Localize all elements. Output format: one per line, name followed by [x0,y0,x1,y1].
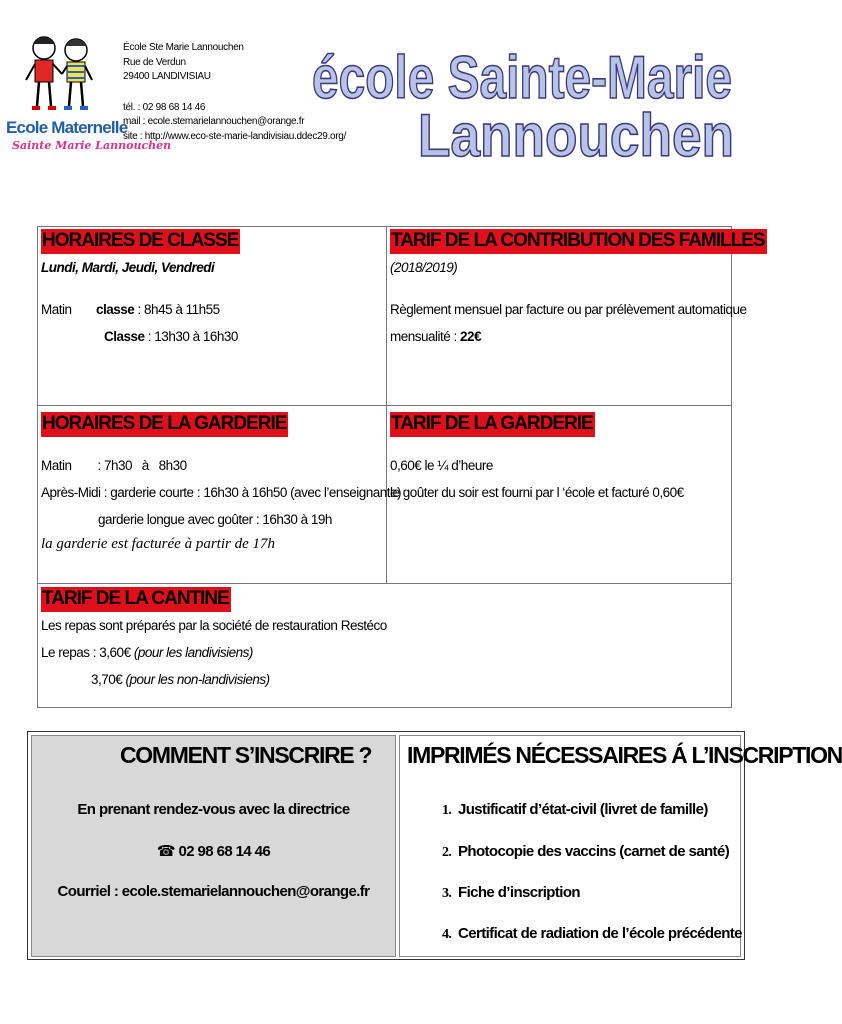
class-days: Lundi, Mardi, Jeudi, Vendredi [41,260,215,275]
monthly-fee: mensualité : 22€ [390,329,482,344]
website-line[interactable]: site : http://www.eco-ste-marie-landivisiau.ddec29.org/ [123,130,347,142]
tarif-garderie-title: TARIF DE LA GARDERIE [390,412,595,437]
inscription-phone[interactable]: ☎ 02 98 68 14 46 [156,843,271,860]
title-line-1: école Sainte-Marie [312,44,732,111]
class-afternoon: Classe : 13h30 à 16h30 [104,329,238,344]
inscription-box [27,731,842,960]
document-item: 2. Photocopie des vaccins (carnet de santé) [442,843,730,860]
appointment-text: En prenant rendez-vous avec la directrice [77,801,350,818]
school-name-title [308,40,738,169]
horaires-classe-cell [38,227,387,406]
children-illustration-icon [20,30,100,118]
logo-title: Ecole Maternelle [6,118,128,137]
garderie-morning: Matin : 7h30 à 8h30 [41,458,187,473]
garderie-afternoon: Après-Midi : garderie courte : 16h30 à 16h50 (avec l’enseignante) [41,485,401,500]
garderie-billing-note: la garderie est facturée à partir de 17h [41,536,275,552]
inscription-title: COMMENT S’INSCRIRE ? [120,742,372,768]
tarif-familles-cell [387,227,765,406]
payment-method: Règlement mensuel par facture ou par prélèvement automatique [390,302,747,317]
address-line: 29400 LANDIVISIAU [123,71,211,82]
email-line[interactable]: mail : ecole.stemarielannouchen@orange.fr [123,116,305,127]
logo-subtitle: Sainte Marie Lannouchen [12,139,172,152]
document-item: 4. Certificat de radiation de l’école précédente [442,925,742,942]
cantine-price-others: 3,70€ (pour les non-landivisiens) [91,672,270,687]
address-line: École Ste Marie Lannouchen [123,42,244,53]
tarif-cantine-cell [38,584,732,708]
required-documents-title: IMPRIMÉS NÉCESSAIRES Á L’INSCRIPTION [407,742,842,768]
cantine-price-landivisiens: Le repas : 3,60€ (pour les landivisiens) [41,645,253,660]
phone-line: tél. : 02 98 68 14 46 [123,101,206,113]
garderie-price: 0,60€ le ¼ d’heure [390,458,493,473]
phone-icon: ☎ [156,843,175,860]
document-item: 1. Justificatif d’état-civil (livret de famille) [442,801,708,818]
cantine-provider: Les repas sont préparés par la société de restauration Restéco [41,618,387,633]
document-item: 3. Fiche d’inscription [442,884,580,901]
address-line: Rue de Verdun [123,56,186,68]
tarif-garderie-cell [387,406,732,584]
garderie-snack: le goûter du soir est fourni par l ‘école et facturé 0,60€ [390,485,684,500]
horaires-garderie-cell [38,406,401,584]
tarif-familles-title: TARIF DE LA CONTRIBUTION DES FAMILLES [390,229,767,254]
title-line-2: Lannouchen [418,102,734,169]
inscription-email[interactable]: Courriel : ecole.stemarielannouchen@orange.fr [57,883,370,900]
class-morning: Matin classe : 8h45 à 11h55 [41,302,220,317]
garderie-longue: garderie longue avec goûter : 16h30 à 19h [98,512,332,527]
inscription-panel [31,735,396,957]
required-documents-panel [399,735,842,957]
info-table [37,226,765,708]
tarif-cantine-title: TARIF DE LA CANTINE [41,587,231,612]
horaires-classe-title: HORAIRES DE CLASSE [41,229,240,254]
school-year: (2018/2019) [390,260,458,275]
horaires-garderie-title: HORAIRES DE LA GARDERIE [41,412,288,437]
